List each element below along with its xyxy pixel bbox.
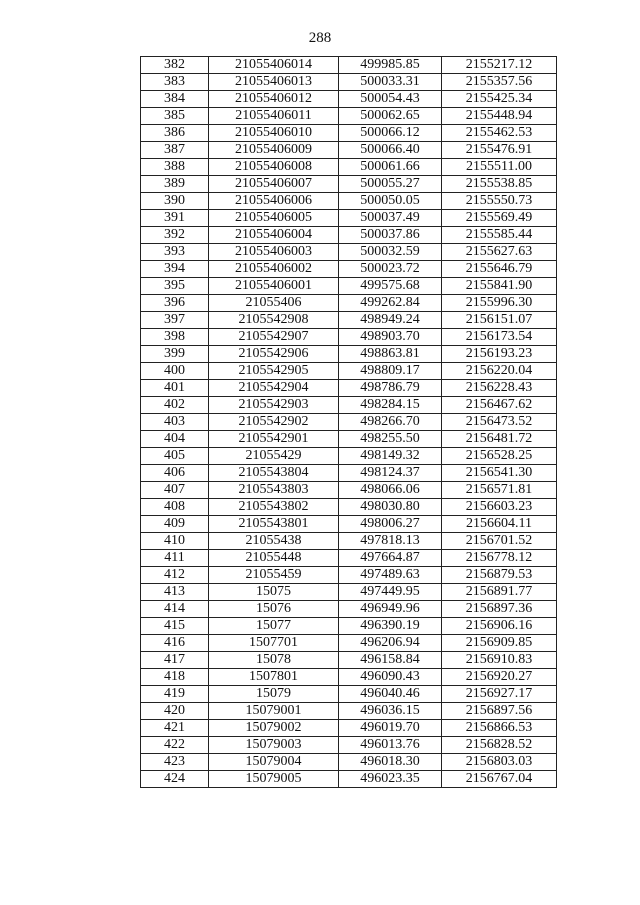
- point-index-cell: 385: [141, 108, 209, 125]
- point-id-cell: 15079: [209, 686, 339, 703]
- table-row: [141, 329, 557, 346]
- y-coordinate-cell: 2155217.12: [442, 57, 557, 74]
- point-id-cell: 21055406003: [209, 244, 339, 261]
- x-coordinate-cell: 500037.86: [339, 227, 442, 244]
- point-index-cell: 388: [141, 159, 209, 176]
- y-coordinate-cell: 2155627.63: [442, 244, 557, 261]
- point-index-cell: 404: [141, 431, 209, 448]
- point-index-cell: 402: [141, 397, 209, 414]
- y-coordinate-cell: 2155425.34: [442, 91, 557, 108]
- point-index-cell: 403: [141, 414, 209, 431]
- x-coordinate-cell: 498284.15: [339, 397, 442, 414]
- y-coordinate-cell: 2156828.52: [442, 737, 557, 754]
- point-index-cell: 410: [141, 533, 209, 550]
- point-id-cell: 21055429: [209, 448, 339, 465]
- y-coordinate-cell: 2156701.52: [442, 533, 557, 550]
- table-row: [141, 499, 557, 516]
- y-coordinate-cell: 2156767.04: [442, 771, 557, 788]
- table-row: [141, 686, 557, 703]
- point-id-cell: 21055406010: [209, 125, 339, 142]
- point-index-cell: 387: [141, 142, 209, 159]
- point-id-cell: 2105543802: [209, 499, 339, 516]
- point-id-cell: 15075: [209, 584, 339, 601]
- point-id-cell: 15079001: [209, 703, 339, 720]
- point-index-cell: 393: [141, 244, 209, 261]
- y-coordinate-cell: 2156151.07: [442, 312, 557, 329]
- y-coordinate-cell: 2155569.49: [442, 210, 557, 227]
- table-row: [141, 278, 557, 295]
- point-index-cell: 407: [141, 482, 209, 499]
- table-row: [141, 125, 557, 142]
- point-index-cell: 413: [141, 584, 209, 601]
- table-row: [141, 771, 557, 788]
- point-index-cell: 422: [141, 737, 209, 754]
- y-coordinate-cell: 2156541.30: [442, 465, 557, 482]
- point-index-cell: 382: [141, 57, 209, 74]
- x-coordinate-cell: 500061.66: [339, 159, 442, 176]
- point-index-cell: 398: [141, 329, 209, 346]
- y-coordinate-cell: 2155357.56: [442, 74, 557, 91]
- x-coordinate-cell: 496023.35: [339, 771, 442, 788]
- y-coordinate-cell: 2156604.11: [442, 516, 557, 533]
- x-coordinate-cell: 496013.76: [339, 737, 442, 754]
- x-coordinate-cell: 498149.32: [339, 448, 442, 465]
- table-row: [141, 74, 557, 91]
- table-row: [141, 193, 557, 210]
- point-id-cell: 21055438: [209, 533, 339, 550]
- table-row: [141, 635, 557, 652]
- point-index-cell: 418: [141, 669, 209, 686]
- table-row: [141, 567, 557, 584]
- y-coordinate-cell: 2155996.30: [442, 295, 557, 312]
- point-index-cell: 420: [141, 703, 209, 720]
- point-id-cell: 21055448: [209, 550, 339, 567]
- x-coordinate-cell: 497664.87: [339, 550, 442, 567]
- x-coordinate-cell: 496390.19: [339, 618, 442, 635]
- point-id-cell: 21055406: [209, 295, 339, 312]
- y-coordinate-cell: 2156228.43: [442, 380, 557, 397]
- x-coordinate-cell: 498266.70: [339, 414, 442, 431]
- point-index-cell: 406: [141, 465, 209, 482]
- x-coordinate-cell: 498255.50: [339, 431, 442, 448]
- point-id-cell: 21055406007: [209, 176, 339, 193]
- x-coordinate-cell: 496036.15: [339, 703, 442, 720]
- point-id-cell: 21055406006: [209, 193, 339, 210]
- table-row: [141, 431, 557, 448]
- y-coordinate-cell: 2156910.83: [442, 652, 557, 669]
- x-coordinate-cell: 496949.96: [339, 601, 442, 618]
- x-coordinate-cell: 497818.13: [339, 533, 442, 550]
- point-id-cell: 21055406008: [209, 159, 339, 176]
- x-coordinate-cell: 496040.46: [339, 686, 442, 703]
- point-index-cell: 409: [141, 516, 209, 533]
- y-coordinate-cell: 2156473.52: [442, 414, 557, 431]
- point-id-cell: 2105543801: [209, 516, 339, 533]
- y-coordinate-cell: 2156897.56: [442, 703, 557, 720]
- y-coordinate-cell: 2155646.79: [442, 261, 557, 278]
- y-coordinate-cell: 2156909.85: [442, 635, 557, 652]
- y-coordinate-cell: 2156603.23: [442, 499, 557, 516]
- point-index-cell: 405: [141, 448, 209, 465]
- table-row: [141, 142, 557, 159]
- point-index-cell: 424: [141, 771, 209, 788]
- x-coordinate-cell: 496090.43: [339, 669, 442, 686]
- point-id-cell: 1507801: [209, 669, 339, 686]
- table-row: [141, 312, 557, 329]
- x-coordinate-cell: 500033.31: [339, 74, 442, 91]
- y-coordinate-cell: 2156173.54: [442, 329, 557, 346]
- y-coordinate-cell: 2155511.00: [442, 159, 557, 176]
- point-id-cell: 15079003: [209, 737, 339, 754]
- point-id-cell: 21055406012: [209, 91, 339, 108]
- table-row: [141, 176, 557, 193]
- y-coordinate-cell: 2156927.17: [442, 686, 557, 703]
- y-coordinate-cell: 2156897.36: [442, 601, 557, 618]
- point-id-cell: 2105542903: [209, 397, 339, 414]
- table-row: [141, 584, 557, 601]
- y-coordinate-cell: 2156528.25: [442, 448, 557, 465]
- point-id-cell: 2105542908: [209, 312, 339, 329]
- point-id-cell: 15079004: [209, 754, 339, 771]
- table-row: [141, 703, 557, 720]
- table-row: [141, 380, 557, 397]
- point-index-cell: 386: [141, 125, 209, 142]
- point-id-cell: 21055406011: [209, 108, 339, 125]
- point-index-cell: 412: [141, 567, 209, 584]
- x-coordinate-cell: 497489.63: [339, 567, 442, 584]
- table-row: [141, 159, 557, 176]
- x-coordinate-cell: 498949.24: [339, 312, 442, 329]
- x-coordinate-cell: 496019.70: [339, 720, 442, 737]
- table-row: [141, 720, 557, 737]
- point-id-cell: 21055406001: [209, 278, 339, 295]
- y-coordinate-cell: 2156879.53: [442, 567, 557, 584]
- point-index-cell: 416: [141, 635, 209, 652]
- y-coordinate-cell: 2156571.81: [442, 482, 557, 499]
- y-coordinate-cell: 2155550.73: [442, 193, 557, 210]
- x-coordinate-cell: 500023.72: [339, 261, 442, 278]
- page-number: 288: [308, 30, 332, 46]
- table-row: [141, 737, 557, 754]
- x-coordinate-cell: 498006.27: [339, 516, 442, 533]
- table-row: [141, 244, 557, 261]
- y-coordinate-cell: 2155538.85: [442, 176, 557, 193]
- point-id-cell: 21055459: [209, 567, 339, 584]
- x-coordinate-cell: 500037.49: [339, 210, 442, 227]
- point-index-cell: 392: [141, 227, 209, 244]
- point-id-cell: 2105542902: [209, 414, 339, 431]
- table-row: [141, 227, 557, 244]
- point-index-cell: 417: [141, 652, 209, 669]
- point-id-cell: 1507701: [209, 635, 339, 652]
- y-coordinate-cell: 2155841.90: [442, 278, 557, 295]
- point-index-cell: 383: [141, 74, 209, 91]
- point-id-cell: 2105542905: [209, 363, 339, 380]
- table-body: [141, 57, 557, 788]
- point-index-cell: 391: [141, 210, 209, 227]
- y-coordinate-cell: 2156467.62: [442, 397, 557, 414]
- x-coordinate-cell: 500066.40: [339, 142, 442, 159]
- x-coordinate-cell: 499262.84: [339, 295, 442, 312]
- table-row: [141, 516, 557, 533]
- y-coordinate-cell: 2156778.12: [442, 550, 557, 567]
- point-id-cell: 15079002: [209, 720, 339, 737]
- table-row: [141, 210, 557, 227]
- point-id-cell: 2105542907: [209, 329, 339, 346]
- x-coordinate-cell: 498124.37: [339, 465, 442, 482]
- table-row: [141, 533, 557, 550]
- x-coordinate-cell: 500062.65: [339, 108, 442, 125]
- table-row: [141, 108, 557, 125]
- point-index-cell: 399: [141, 346, 209, 363]
- x-coordinate-cell: 498030.80: [339, 499, 442, 516]
- y-coordinate-cell: 2156891.77: [442, 584, 557, 601]
- point-index-cell: 395: [141, 278, 209, 295]
- point-index-cell: 396: [141, 295, 209, 312]
- table-row: [141, 91, 557, 108]
- y-coordinate-cell: 2155476.91: [442, 142, 557, 159]
- y-coordinate-cell: 2156481.72: [442, 431, 557, 448]
- point-index-cell: 411: [141, 550, 209, 567]
- table-row: [141, 601, 557, 618]
- point-index-cell: 389: [141, 176, 209, 193]
- x-coordinate-cell: 498809.17: [339, 363, 442, 380]
- y-coordinate-cell: 2155585.44: [442, 227, 557, 244]
- y-coordinate-cell: 2155462.53: [442, 125, 557, 142]
- table-row: [141, 363, 557, 380]
- x-coordinate-cell: 498903.70: [339, 329, 442, 346]
- table-row: [141, 669, 557, 686]
- point-id-cell: 21055406004: [209, 227, 339, 244]
- point-id-cell: 2105542906: [209, 346, 339, 363]
- x-coordinate-cell: 500050.05: [339, 193, 442, 210]
- y-coordinate-cell: 2156866.53: [442, 720, 557, 737]
- point-id-cell: 21055406014: [209, 57, 339, 74]
- x-coordinate-cell: 498863.81: [339, 346, 442, 363]
- point-id-cell: 21055406002: [209, 261, 339, 278]
- x-coordinate-cell: 498786.79: [339, 380, 442, 397]
- point-id-cell: 2105543803: [209, 482, 339, 499]
- x-coordinate-cell: 500055.27: [339, 176, 442, 193]
- point-index-cell: 401: [141, 380, 209, 397]
- table-row: [141, 397, 557, 414]
- point-id-cell: 15078: [209, 652, 339, 669]
- table-row: [141, 618, 557, 635]
- table-row: [141, 652, 557, 669]
- x-coordinate-cell: 500054.43: [339, 91, 442, 108]
- point-id-cell: 15079005: [209, 771, 339, 788]
- point-index-cell: 397: [141, 312, 209, 329]
- table-row: [141, 57, 557, 74]
- x-coordinate-cell: 498066.06: [339, 482, 442, 499]
- point-index-cell: 394: [141, 261, 209, 278]
- table-row: [141, 295, 557, 312]
- x-coordinate-cell: 500066.12: [339, 125, 442, 142]
- point-id-cell: 21055406009: [209, 142, 339, 159]
- point-index-cell: 390: [141, 193, 209, 210]
- point-index-cell: 400: [141, 363, 209, 380]
- point-index-cell: 384: [141, 91, 209, 108]
- table-row: [141, 414, 557, 431]
- x-coordinate-cell: 500032.59: [339, 244, 442, 261]
- y-coordinate-cell: 2156920.27: [442, 669, 557, 686]
- point-index-cell: 423: [141, 754, 209, 771]
- x-coordinate-cell: 499985.85: [339, 57, 442, 74]
- point-index-cell: 408: [141, 499, 209, 516]
- point-index-cell: 414: [141, 601, 209, 618]
- table-row: [141, 346, 557, 363]
- point-id-cell: 15076: [209, 601, 339, 618]
- point-index-cell: 415: [141, 618, 209, 635]
- y-coordinate-cell: 2156220.04: [442, 363, 557, 380]
- x-coordinate-cell: 496158.84: [339, 652, 442, 669]
- point-id-cell: 2105542904: [209, 380, 339, 397]
- y-coordinate-cell: 2156803.03: [442, 754, 557, 771]
- point-index-cell: 421: [141, 720, 209, 737]
- table-row: [141, 754, 557, 771]
- point-id-cell: 21055406013: [209, 74, 339, 91]
- table-row: [141, 550, 557, 567]
- x-coordinate-cell: 496018.30: [339, 754, 442, 771]
- y-coordinate-cell: 2156906.16: [442, 618, 557, 635]
- table-row: [141, 482, 557, 499]
- x-coordinate-cell: 499575.68: [339, 278, 442, 295]
- coordinates-table: [140, 56, 557, 788]
- point-id-cell: 21055406005: [209, 210, 339, 227]
- y-coordinate-cell: 2156193.23: [442, 346, 557, 363]
- point-id-cell: 15077: [209, 618, 339, 635]
- table-row: [141, 261, 557, 278]
- table-row: [141, 465, 557, 482]
- table-row: [141, 448, 557, 465]
- x-coordinate-cell: 496206.94: [339, 635, 442, 652]
- y-coordinate-cell: 2155448.94: [442, 108, 557, 125]
- point-id-cell: 2105542901: [209, 431, 339, 448]
- point-id-cell: 2105543804: [209, 465, 339, 482]
- point-index-cell: 419: [141, 686, 209, 703]
- x-coordinate-cell: 497449.95: [339, 584, 442, 601]
